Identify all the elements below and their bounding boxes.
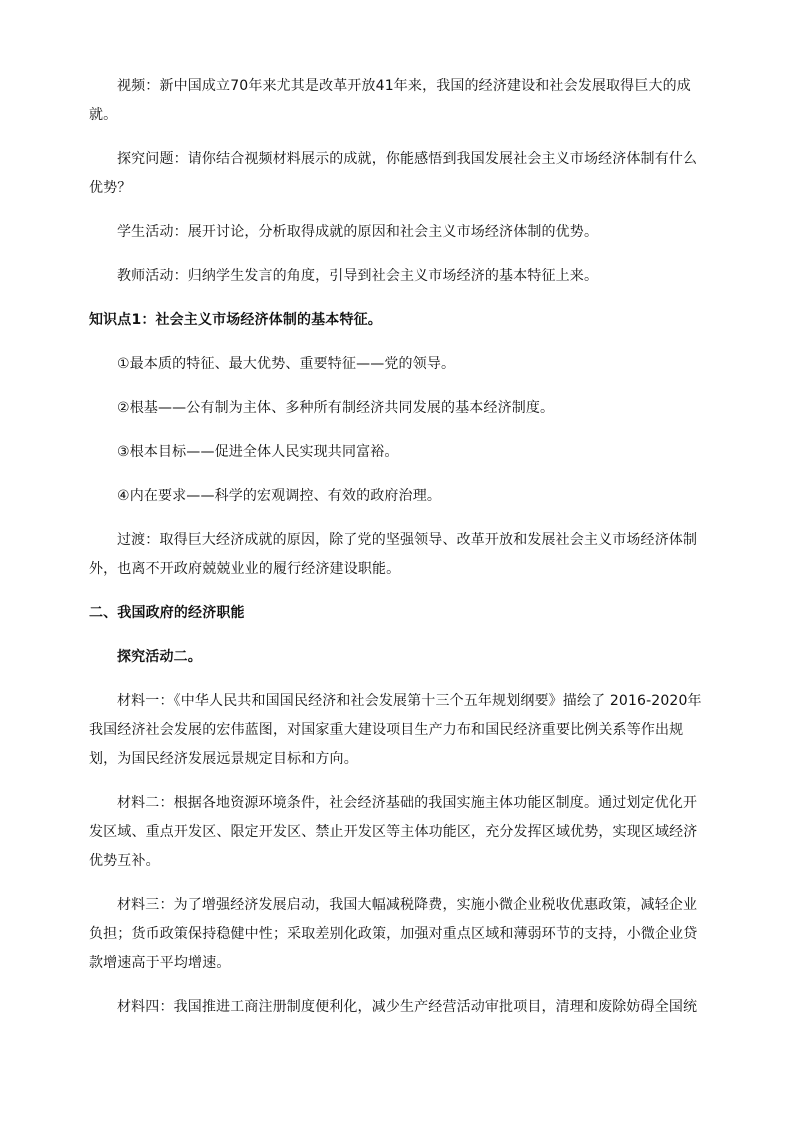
paragraph-student-activity: 学生活动：展开讨论，分析取得成就的原因和社会主义市场经济体制的优势。 — [117, 224, 599, 240]
feature-item-3: ③根本目标——促进全体人民实现共同富裕。 — [117, 444, 399, 460]
section-heading-economic-functions: 二、我国政府的经济职能 — [89, 605, 245, 621]
paragraph-teacher-activity: 教师活动：归纳学生发言的角度，引导到社会主义市场经济的基本特征上来。 — [117, 268, 599, 284]
feature-item-1: ①最本质的特征、最大优势、重要特征——党的领导。 — [117, 356, 456, 372]
paragraph-inquiry-question: 探究问题：请你结合视频材料展示的成就，你能感悟到我国发展社会主义市场经济体制有什么 优势？ — [89, 151, 698, 196]
paragraph-video: 视频：新中国成立70年来尤其是改革开放41年来，我国的经济建设和社会发展取得巨大的成 就。 — [89, 78, 691, 123]
material-four-paragraph: 材料四：我国推进工商注册制度便利化，减少生产经营活动审批项目，清理和废除妨碍全国统 — [117, 999, 698, 1015]
material-three-paragraph: 材料三：为了增强经济发展启动，我国大幅减税降费，实施小微企业税收优惠政策，减轻企业 负担；货币政策保持稳健中性；采取差别化政策，加强对重点区域和薄弱环节的支持，小微企业贷 款增速高于平均增速。 — [89, 897, 698, 971]
paragraph-transition: 过渡：取得巨大经济成就的原因，除了党的坚强领导、改革开放和发展社会主义市场经济体制 外，也离不开政府兢兢业业的履行经济建设职能。 — [89, 532, 698, 577]
inquiry-activity-two-heading: 探究活动二。 — [117, 649, 202, 665]
feature-item-4: ④内在要求——科学的宏观调控、有效的政府治理。 — [117, 488, 441, 504]
document-body — [89, 72, 703, 1037]
material-two-paragraph: 材料二：根据各地资源环境条件，社会经济基础的我国实施主体功能区制度。通过划定优化开 发区域、重点开发区、限定开发区、禁止开发区等主体功能区，充分发挥区域优势，实现区域经济 优势互补。 — [89, 795, 698, 869]
material-one-paragraph: 材料一：《中华人民共和国国民经济和社会发展第十三个五年规划纲要》描绘了 2016-2020年 我国经济社会发展的宏伟蓝图，对国家重大建设项目生产力布和国民经济重要比例关系等作出规 划，为国民经济发展远景规定目标和方向。 — [89, 693, 702, 767]
knowledge-point-heading: 知识点1：社会主义市场经济体制的基本特征。 — [89, 312, 382, 328]
feature-item-2: ②根基——公有制为主体、多种所有制经济共同发展的基本经济制度。 — [117, 400, 555, 416]
